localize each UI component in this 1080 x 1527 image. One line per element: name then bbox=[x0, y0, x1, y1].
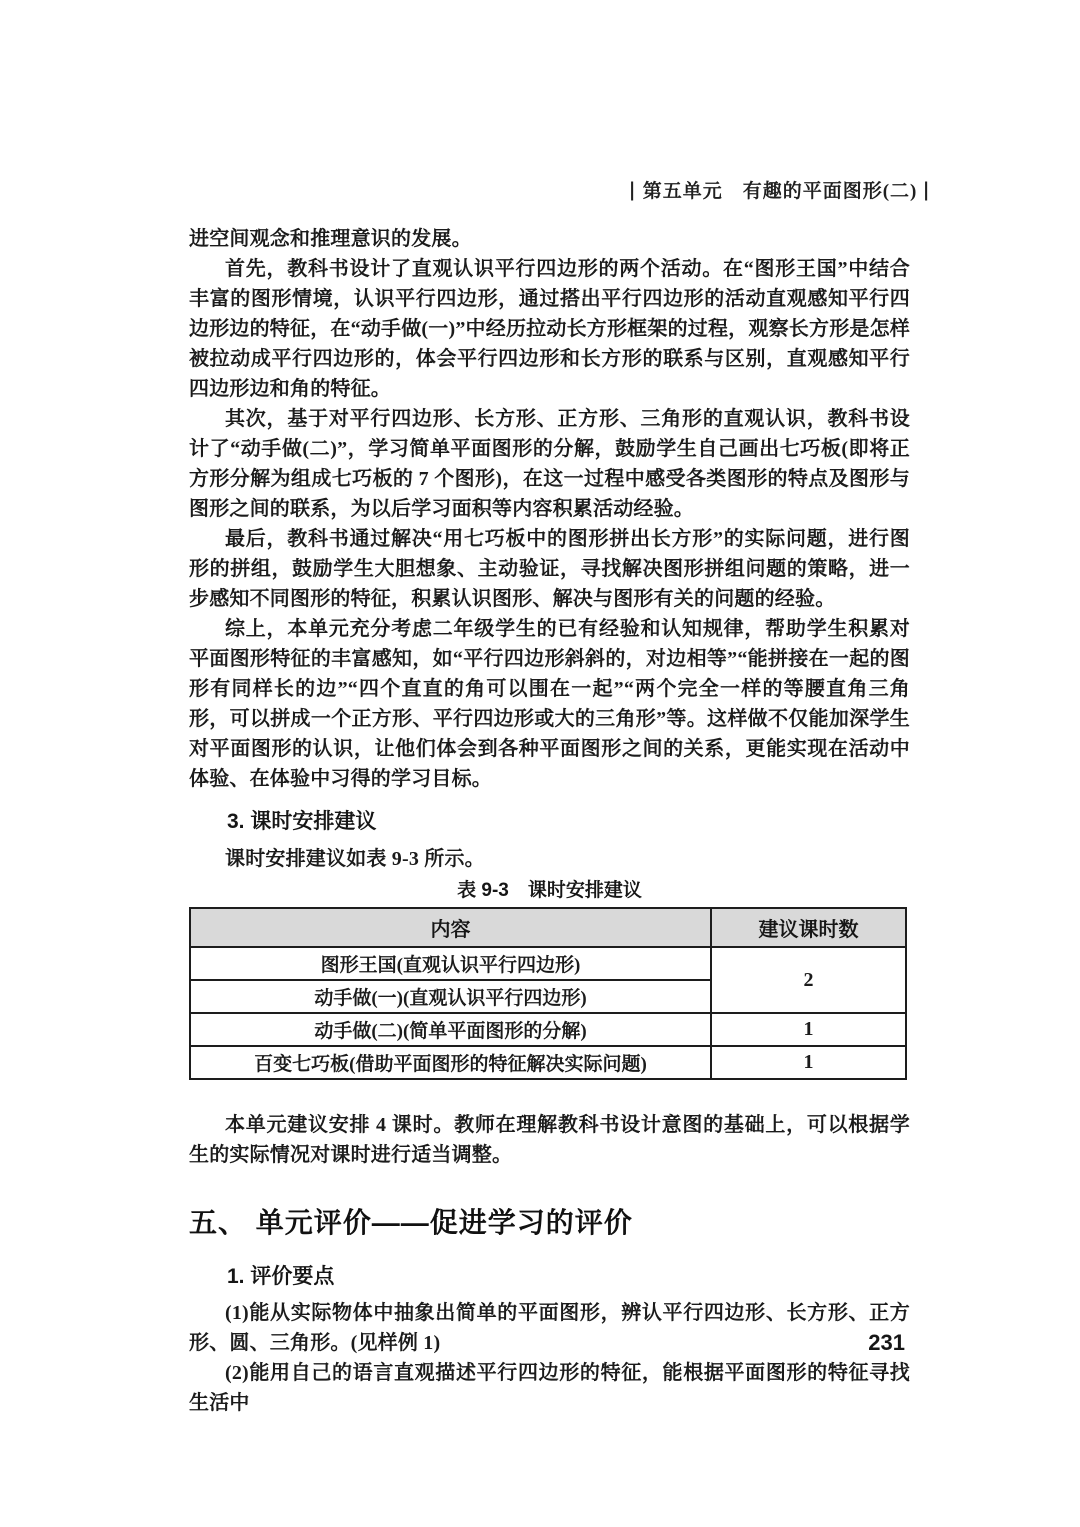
paragraph-second-decompose: 其次，基于对平行四边形、长方形、正方形、三角形的直观认识，教科书设计了“动手做(二)”，学习简单平面图形的分解，鼓励学生自己画出七巧板(即将正方形分解为组成七巧板的 7 个图形)，在这一过程中感受各类图形的特点及图形与图形之间的联系，为以后学习面积等内容积累活动经验。 bbox=[189, 408, 910, 520]
paragraph-schedule-note: 本单元建议安排 4 课时。教师在理解教科书设计意图的基础上，可以根据学生的实际情况对课时进行适当调整。 bbox=[189, 1114, 910, 1166]
paragraph-last-tangram: 最后，教科书通过解决“用七巧板中的图形拼出长方形”的实际问题，进行图形的拼组，鼓励学生大胆想象、主动验证，寻找解决图形拼组问题的策略，进一步感知不同图形的特征，积累认识图形、解决与图形有关的问题的经验。 bbox=[189, 528, 910, 610]
table-header-hours: 建议课时数 bbox=[711, 908, 906, 947]
table-row bbox=[190, 947, 906, 980]
header-chapter-title: 第五单元 有趣的平面图形(二) bbox=[642, 181, 918, 202]
heading-unit-evaluation: 五、 单元评价——促进学习的评价 bbox=[189, 1207, 633, 1238]
paragraph-summary: 综上，本单元充分考虑二年级学生的已有经验和认知规律，帮助学生积累对平面图形特征的丰富感知，如“平行四边形斜斜的，对边相等”“能拼接在一起的图形有同样长的边”“四个直直的角可以围在一起”“两个完全一样的等腰直角三角形，可以拼成一个正方形、平行四边形或大的三角形”等。这样做不仅能加深学生对平面图形的认识，让他们体会到各种平面图形之间的关系，更能实现在活动中体验、在体验中习得的学习目标。 bbox=[189, 618, 910, 790]
cell-content-4: 百变七巧板(借助平面图形的特征解决实际问题) bbox=[190, 1046, 711, 1079]
table-row bbox=[190, 1046, 906, 1079]
cell-content-3: 动手做(二)(简单平面图形的分解) bbox=[190, 1013, 711, 1046]
cell-hours-3: 1 bbox=[711, 1013, 906, 1046]
cell-content-1: 图形王国(直观认识平行四边形) bbox=[190, 947, 711, 980]
header-right-bar: | bbox=[923, 177, 932, 201]
heading-evaluation-points: 1. 评价要点 bbox=[227, 1265, 335, 1288]
lesson-hours-table bbox=[189, 907, 907, 1080]
paragraph-first-activities: 首先，教科书设计了直观认识平行四边形的两个活动。在“图形王国”中结合丰富的图形情境，认识平行四边形，通过搭出平行四边形的活动直观感知平行四边形边的特征，在“动手做(一)”中经历拉动长方形框架的过程，观察长方形是怎样被拉动成平行四边形的，体会平行四边形和长方形的联系与区别，直观感知平行四边形边和角的特征。 bbox=[189, 258, 910, 400]
page-number: 231 bbox=[868, 1330, 905, 1355]
paragraph-eval-point-2: (2)能用自己的语言直观描述平行四边形的特征，能根据平面图形的特征寻找生活中 bbox=[189, 1362, 910, 1414]
cell-hours-1-2: 2 bbox=[711, 947, 906, 1013]
cell-content-2: 动手做(一)(直观认识平行四边形) bbox=[190, 980, 711, 1013]
page-content bbox=[189, 224, 910, 1418]
paragraph-eval-point-1: (1)能从实际物体中抽象出简单的平面图形，辨认平行四边形、长方形、正方形、圆、三角形。(见样例 1) bbox=[189, 1302, 910, 1354]
heading-lesson-schedule: 3. 课时安排建议 bbox=[227, 810, 377, 833]
cell-hours-4: 1 bbox=[711, 1046, 906, 1079]
running-header bbox=[623, 176, 937, 203]
table-caption: 表 9-3 课时安排建议 bbox=[457, 880, 642, 901]
table-header-content: 内容 bbox=[190, 908, 711, 947]
table-row bbox=[190, 1013, 906, 1046]
paragraph-continuation: 进空间观念和推理意识的发展。 bbox=[189, 228, 472, 250]
table-header-row bbox=[190, 908, 906, 947]
header-left-bar: | bbox=[628, 177, 637, 201]
lesson-schedule-intro: 课时安排建议如表 9-3 所示。 bbox=[225, 848, 485, 870]
